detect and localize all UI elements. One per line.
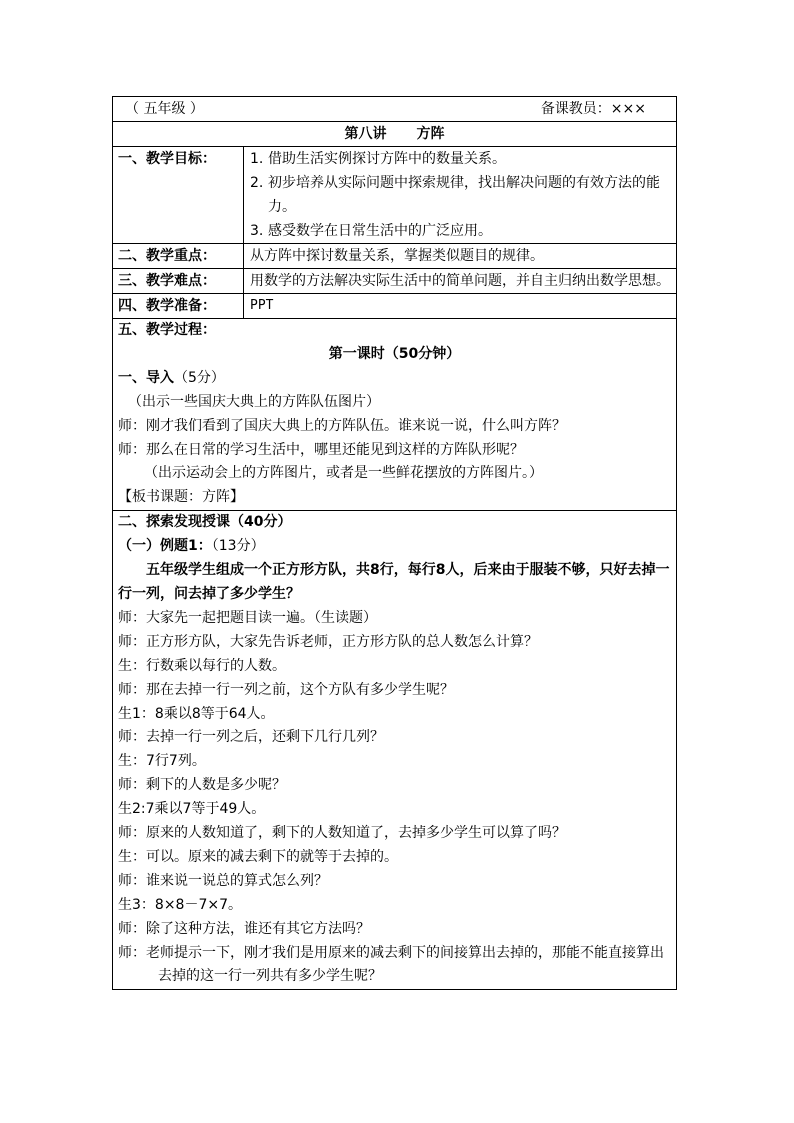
- grade-label: （ 五年级 ）: [125, 101, 204, 117]
- intro-line: （出示一些国庆大典上的方阵队伍图片）: [128, 393, 380, 410]
- header-row: [113, 97, 677, 122]
- dialogue-line: 生2:7乘以7等于49人。: [118, 801, 266, 818]
- explore-cell: [113, 511, 677, 990]
- goal-text: 初步培养从实际问题中探索规律，找出解决问题的有效方法的能力。: [268, 175, 660, 215]
- dialogue-line: 生：行数乘以每行的人数。: [118, 657, 286, 674]
- goal-item: [250, 219, 671, 243]
- example-heading: （一）例题1：: [118, 538, 212, 555]
- lesson-title: 第一课时（50分钟）: [328, 345, 461, 362]
- difficulty-text: 用数学的方法解决实际生活中的简单问题，并自主归纳出数学思想。: [244, 269, 677, 294]
- goal-item: [250, 147, 671, 171]
- intro-heading-line: [118, 367, 671, 391]
- key-points-row: [113, 244, 677, 269]
- dialogue-line: 生：7行7列。: [118, 753, 206, 770]
- process-label: 五、教学过程：: [118, 322, 216, 338]
- goal-text: 借助生活实例探讨方阵中的数量关系。: [268, 151, 506, 167]
- preparation-text: PPT: [244, 294, 677, 319]
- process-cell: [113, 319, 677, 511]
- intro-line: 师：那么在日常的学习生活中，哪里还能见到这样的方阵队形呢？: [118, 441, 524, 458]
- explore-row: [113, 511, 677, 990]
- header-cell: [113, 97, 677, 122]
- intro-time: （5分）: [174, 369, 225, 386]
- dialogue-line: 师：正方形方队，大家先告诉老师，正方形方队的总人数怎么计算？: [118, 633, 538, 650]
- difficulty-row: [113, 269, 677, 294]
- dialogue-line: 师：谁来说一说总的算式怎么列？: [118, 872, 328, 889]
- intro-indented-line: （出示运动会上的方阵图片，或者是一些鲜花摆放的方阵图片。）: [144, 465, 543, 482]
- preparation-row: [113, 294, 677, 319]
- dialogue-line: 师：除了这种方法，谁还有其它方法吗？: [118, 920, 370, 937]
- lesson-plan-table: [112, 96, 677, 990]
- dialogue-line: 师：原来的人数知道了，剩下的人数知道了，去掉多少学生可以算了吗？: [118, 825, 566, 842]
- key-points-text: 从方阵中探讨数量关系，掌握类似题目的规律。: [244, 244, 677, 269]
- goal-number: 3.: [250, 223, 264, 239]
- key-points-label: 二、教学重点：: [113, 244, 244, 269]
- board-topic: 【板书课题：方阵】: [118, 489, 244, 506]
- process-row: [113, 319, 677, 511]
- intro-line: 师：刚才我们看到了国庆大典上的方阵队伍。谁来说一说，什么叫方阵？: [118, 417, 566, 434]
- goal-number: 1.: [250, 151, 264, 167]
- explore-heading: 二、探索发现授课（40分）: [118, 514, 292, 531]
- goal-item: [250, 171, 671, 219]
- lesson-plan-document: [112, 96, 676, 990]
- intro-heading: 一、导入: [118, 369, 174, 386]
- dialogue-line: 生1：8乘以8等于64人。: [118, 705, 275, 722]
- lecture-number: 第八讲: [344, 126, 387, 142]
- dialogue-line: 师：老师提示一下，刚才我们是用原来的减去剩下的间接算出去掉的，那能不能直接算出去掉的这一行一列共有多少学生呢？: [118, 944, 664, 985]
- dialogue-line: 师：那在去掉一行一列之前，这个方队有多少学生呢？: [118, 681, 454, 698]
- title-row: [113, 122, 677, 147]
- example-problem: 五年级学生组成一个正方形方队，共8行，每行8人，后来由于服装不够，只好去掉一行一列，问去掉了多少学生？: [118, 562, 670, 602]
- goal-number: 2.: [250, 175, 264, 191]
- dialogue-line: 师：剩下的人数是多少呢？: [118, 777, 286, 794]
- example-time: （13分）: [211, 538, 265, 555]
- goals-row: [113, 147, 677, 244]
- dialogue-line: 师：大家先一起把题目读一遍。（生读题）: [118, 609, 377, 626]
- dialogue-line: 生3：8×8－7×7。: [118, 896, 242, 913]
- preparation-label: 四、教学准备：: [113, 294, 244, 319]
- goal-text: 感受数学在日常生活中的广泛应用。: [268, 223, 492, 239]
- example-heading-line: [118, 535, 671, 559]
- lecture-topic: 方阵: [416, 126, 445, 142]
- difficulty-label: 三、教学难点：: [113, 269, 244, 294]
- goals-label: 一、教学目标：: [113, 147, 244, 244]
- dialogue-line: 师：去掉一行一列之后，还剩下几行几列？: [118, 729, 384, 746]
- title-cell: [113, 122, 677, 147]
- teacher-label: 备课教员：×××: [540, 101, 647, 117]
- dialogue-line: 生：可以。原来的减去剩下的就等于去掉的。: [118, 848, 398, 865]
- goals-content: [244, 147, 677, 244]
